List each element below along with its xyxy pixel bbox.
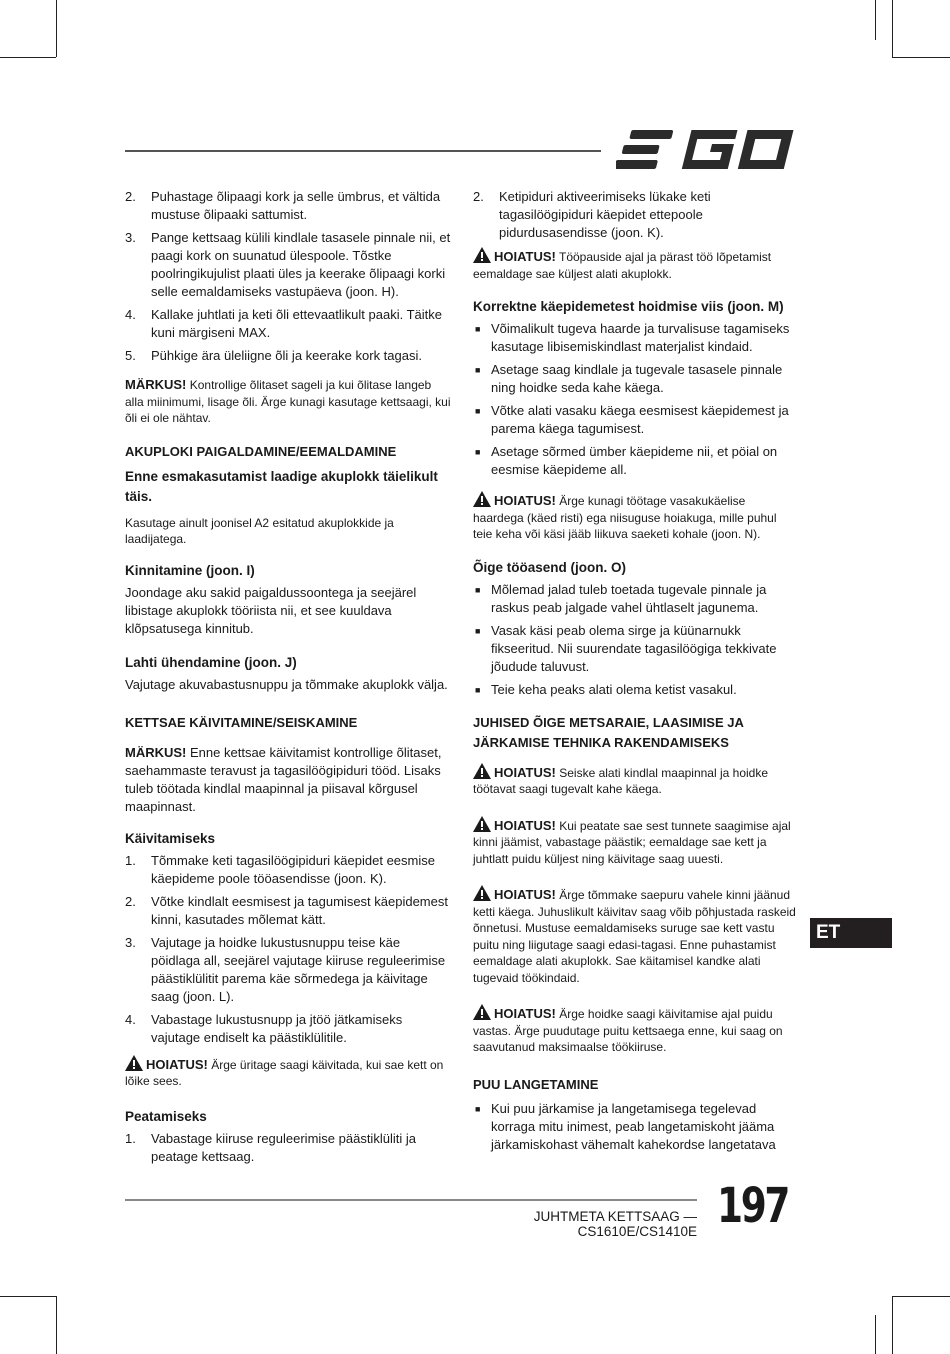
subheading: Lahti ühendamine (joon. J) [125, 654, 297, 670]
list-item: 4. Kallake juhtlati ja keti õli ettevaatlikult paaki. Täitke kuni märgiseni MAX. [125, 307, 442, 340]
list-item: ■ Teie keha peaks alati olema ketist vasakul. [475, 681, 737, 697]
header-rule [125, 150, 601, 152]
crop-mark [875, 1315, 876, 1354]
warning: HOIATUS! Ärge tõmmake saepuru vahele kinni jäänud ketti käega. Juhuslikult käivitav saag võib põhjustada raskeid õnnetusi. Mustuse eemaldamiseks suruge sae kett vastu puitu ning liigutage saagi edasi-tagasi. Enne puhastamist eemaldage alati akuplokk. Sae käitamisel kandke alati tugevaid töökindaid. [473, 887, 796, 985]
section-heading: PUU LANGETAMINE [473, 1076, 599, 1092]
paragraph: Kasutage ainult joonisel A2 esitatud akuplokkide ja laadijatega. [125, 515, 394, 546]
list-item: ■ Võimalikult tugeva haarde ja turvalisuse tagamiseks kasutage libisemiskindlast materjalist kindaid. [475, 321, 790, 354]
list-item: 5. Pühkige ära üleliigne õli ja keerake kork tagasi. [125, 348, 422, 363]
list-item: 2. Võtke kindlalt eesmisest ja tagumisest käepidemest kinni, kasutades mõlemat kätt. [125, 893, 448, 927]
section-heading: JUHISED ÕIGE METSARAIE, LAASIMISE JA JÄRKAMISE TEHNIKA RAKENDAMISEKS [473, 714, 744, 750]
warning: HOIATUS! Tööpauside ajal ja pärast töö lõpetamist eemaldage sae küljest alati akuplokk. [473, 249, 772, 281]
warning: HOIATUS! Ärge hoidke saagi käivitamise ajal puidu vastas. Ärge puudutage puitu kettsaega enne, kui saag on saavutanud maksimaalse töökiiruse. [473, 1006, 783, 1054]
note: MÄRKUS! Enne kettsae käivitamist kontrollige õlitaset, saehammaste teravust ja tagasilöögipiduri tööd. Lisaks tuleb töötada kindlal maapinnal ja piisaval kõrgusel maapinnast. [125, 744, 442, 814]
footer-rule [125, 1199, 697, 1201]
warning: HOIATUS! Seiske alati kindlal maapinnal ja hoidke töötavat saagi tugevalt kahe käega. [473, 764, 769, 796]
list-item: 4. Vabastage lukustusnupp ja jtöö jätkamiseks vajutage endiselt ka päästiklülitile. [125, 1011, 403, 1045]
section-heading: KETTSAE KÄIVITAMINE/SEISKAMINE [125, 714, 358, 730]
warning-icon [473, 816, 491, 832]
warning: HOIATUS! Kui peatate sae sest tunnete saagimise ajal kinni jäämist, vabastage päästik; eemaldage sae kett ja juhtlatt puidu küljest ning käivitage saag uuesti. [473, 817, 791, 866]
footer-title: JUHTMETA KETTSAAG — CS1610E/CS1410E [533, 1209, 697, 1239]
warning: HOIATUS! Ärge üritage saagi käivitada, kui sae kett on lõike sees. [125, 1056, 444, 1088]
section-heading: AKUPLOKI PAIGALDAMINE/EEMALDAMINE [125, 443, 397, 459]
crop-mark [56, 0, 57, 57]
list-item: 1. Tõmmake keti tagasilöögipiduri käepidet eesmise käepideme poole tööasendisse (joon. K). [125, 852, 435, 886]
warning-icon [473, 1004, 491, 1020]
language-tab: ET [810, 918, 892, 948]
list-item: ■ Asetage sõrmed ümber käepideme nii, et pöial on eesmise käepideme all. [475, 444, 778, 477]
warning-icon [125, 1055, 143, 1071]
list-item: ■ Kui puu järkamise ja langetamisega tegelevad korraga mitu inimest, peab langetamiskoht jääma järkamiskohast vähemalt kahekordse langetatava [475, 1100, 776, 1152]
paragraph: Joondage aku sakid paigaldussoontega ja seejärel libistage akuplokk tööriista nii, et see kuuldava klõpsatusega kinnitub. [125, 584, 417, 636]
list-item: ■ Mõlemad jalad tuleb toetada tugevale pinnale ja raskus peab jalgade vahel ühtlaselt jagunema. [475, 581, 767, 615]
list-item: ■ Asetage saag kindlale ja tugevale tasasele pinnale ning hoidke seda kahe käega. [475, 362, 783, 395]
list-item: 2. Puhastage õlipaagi kork ja selle ümbrus, et vältida mustuse õlipaaki sattumist. [125, 189, 441, 222]
page-number: 197 [717, 1178, 789, 1234]
warning-icon [473, 247, 491, 263]
crop-mark [892, 0, 893, 57]
note: MÄRKUS! Kontrollige õlitaset sageli ja kui õlitase langeb alla miinimumi, lisage õli. Ärge kunagi kasutage kettsaagi, kui õli ei ole nähtav. [125, 377, 451, 425]
warning-icon [473, 491, 491, 507]
warning: HOIATUS! Ärge kunagi töötage vasakukäelise haardega (käed risti) ega niisuguse hoiakuga, mille puhul teie keha või käsi jääb liikuva saeketi kohale (joon. N). [473, 493, 777, 541]
crop-mark [892, 1296, 950, 1297]
crop-mark [0, 57, 56, 58]
list-item: ■ Võtke alati vasaku käega eesmisest käepidemest ja parema käega tagumisest. [475, 403, 789, 436]
paragraph: Vajutage akuvabastusnuppu ja tõmmake akuplokk välja. [125, 676, 448, 692]
section-subheading: Enne esmakasutamist laadige akuplokk täielikult täis. [125, 468, 438, 504]
crop-mark [892, 57, 950, 58]
subheading: Käivitamiseks [125, 830, 216, 846]
list-item: 1. Vabastage kiiruse reguleerimise päästiklüliti ja peatage kettsaag. [125, 1130, 416, 1164]
list-item: 2. Ketipiduri aktiveerimiseks lükake keti tagasilöögipiduri käepidet ettepoole pidurdusasendisse (joon. K). [473, 189, 711, 240]
right-column [473, 188, 799, 1159]
list-item: 3. Pange kettsaag külili kindlale tasasele pinnale nii, et paagi kork on suunatud ülespoole. Tõstke poolringikujulist plaati üles ja keerake õlipaagi korki selle eemaldamiseks vastupäeva (joon. H). [125, 230, 451, 299]
subheading: Õige tööasend (joon. O) [473, 559, 626, 575]
subheading: Korrektne käepidemetest hoidmise viis (joon. M) [473, 299, 784, 314]
crop-mark [56, 1296, 57, 1354]
warning-icon [473, 885, 491, 901]
ego-logo [616, 128, 800, 172]
crop-mark [0, 1296, 56, 1297]
left-column [125, 188, 451, 1171]
warning-icon [473, 763, 491, 779]
subheading: Peatamiseks [125, 1108, 207, 1124]
list-item: 3. Vajutage ja hoidke lukustusnuppu teise käe pöidlaga all, seejärel vajutage kiiruse reguleerimise päästiklülitit parema käe sõrmedega ja käivitage saag (joon. L). [125, 934, 446, 1004]
crop-mark [892, 1296, 893, 1354]
list-item: ■ Vasak käsi peab olema sirge ja küünarnukk fikseeritud. Nii suurendate tagasilöögiga tekkivate jõudude taluvust. [475, 622, 777, 674]
crop-mark [875, 0, 876, 40]
subheading: Kinnitamine (joon. I) [125, 562, 255, 578]
